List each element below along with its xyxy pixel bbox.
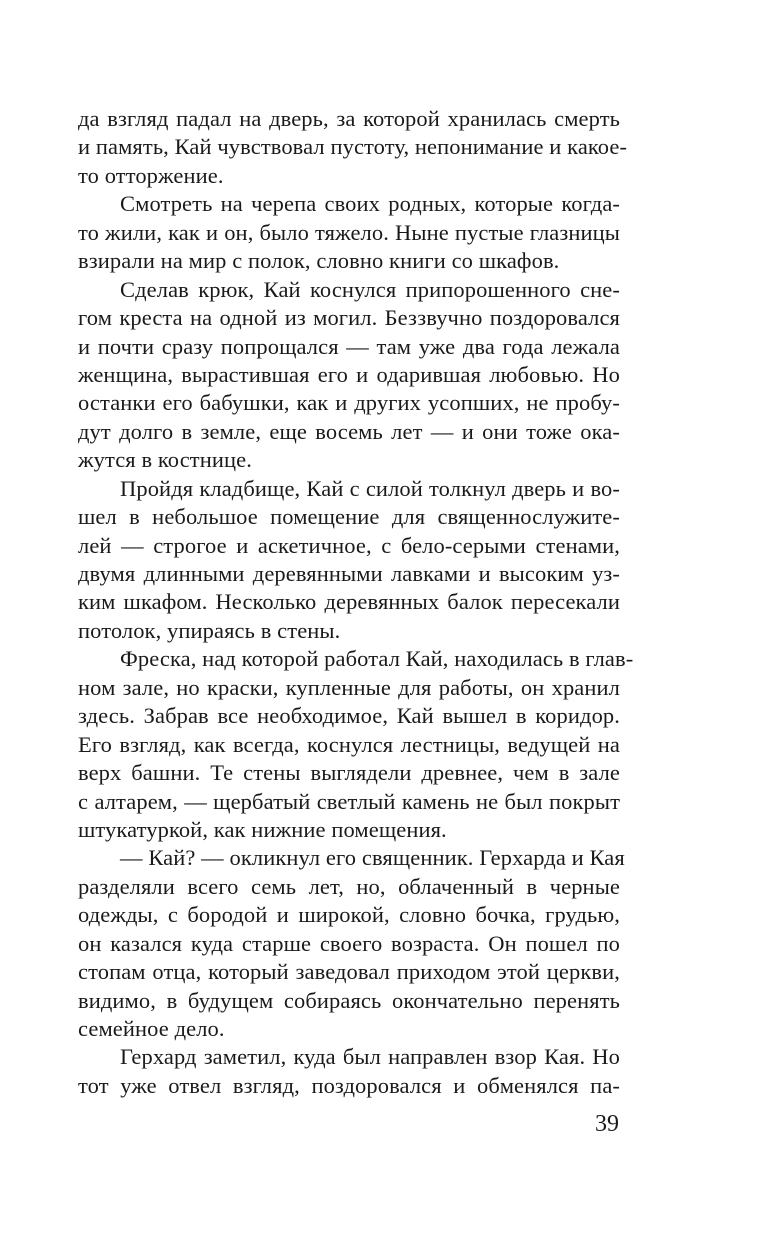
text-line: дут долго в земле, еще восемь лет — и они тоже ока- xyxy=(78,418,620,444)
page-text xyxy=(78,105,634,1100)
text-line: двумя длинными деревянными лавками и высоким уз- xyxy=(78,561,620,586)
paragraph xyxy=(78,475,620,646)
text-line: Его взгляд, как всегда, коснулся лестницы, ведущей на xyxy=(78,731,620,757)
text-line: гом креста на одной из могил. Беззвучно поздоровался xyxy=(78,305,620,331)
text-line: он казался куда старше своего возраста. Он пошел по xyxy=(78,930,620,956)
paragraph xyxy=(78,844,625,1043)
text-line: с алтарем, — щербатый светлый камень не был покрыт xyxy=(78,788,620,814)
paragraph xyxy=(78,1043,620,1100)
text-line: потолок, упираясь в стены. xyxy=(78,617,341,643)
text-line: Герхард заметил, куда был направлен взор Кая. Но xyxy=(120,1044,620,1070)
text-line: Сделав крюк, Кай коснулся припорошенного сне- xyxy=(120,276,620,302)
paragraph xyxy=(78,190,620,275)
text-line: да взгляд падал на дверь, за которой хранилась смерть xyxy=(78,106,620,131)
text-line: Фреска, над которой работал Кай, находилась в глав- xyxy=(120,646,634,672)
text-line: жутся в костнице. xyxy=(78,447,252,473)
text-line: Смотреть на черепа своих родных, которые когда- xyxy=(120,191,620,217)
page-number: 39 xyxy=(595,1111,619,1137)
text-line: видимо, в будущем собираясь окончательно перенять xyxy=(78,987,620,1013)
text-line: стопам отца, который заведовал приходом этой церкви, xyxy=(78,959,620,985)
text-line: то жили, как и он, было тяжело. Ныне пустые глазницы xyxy=(78,219,620,245)
text-line: ном зале, но краски, купленные для работы, он хранил xyxy=(78,674,620,700)
text-line: разделяли всего семь лет, но, облаченный в черные xyxy=(78,873,620,899)
text-line: шел в небольшое помещение для священнослужите- xyxy=(78,504,620,530)
text-line: взирали на мир с полок, словно книги со шкафов. xyxy=(78,248,560,274)
text-line: лей — строгое и аскетичное, с бело-серыми стенами, xyxy=(78,532,620,558)
text-line: Пройдя кладбище, Кай с силой толкнул дверь и во- xyxy=(120,475,620,501)
paragraph xyxy=(78,105,628,190)
text-line: останки его бабушки, как и других усопших, не пробу- xyxy=(78,390,620,416)
text-line: штукатуркой, как нижние помещения. xyxy=(78,816,447,842)
text-line: верх башни. Те стены выглядели древнее, чем в зале xyxy=(78,760,620,786)
text-line: одежды, с бородой и широкой, словно бочка, грудью, xyxy=(78,902,620,928)
text-line: здесь. Забрав все необходимое, Кай вышел в коридор. xyxy=(78,703,620,729)
text-line: женщина, вырастившая его и одарившая любовью. Но xyxy=(78,361,620,387)
text-line: и почти сразу попрощался — там уже два года лежала xyxy=(78,333,620,359)
text-line: — Кай? — окликнул его священник. Герхарда и Кая xyxy=(120,845,625,871)
text-line: ким шкафом. Несколько деревянных балок пересекали xyxy=(78,589,620,615)
paragraph xyxy=(78,645,634,844)
text-line: семейное дело. xyxy=(78,1016,225,1041)
paragraph xyxy=(78,276,620,475)
text-line: тот уже отвел взгляд, поздоровался и обменялся па- xyxy=(78,1072,620,1098)
text-line: то отторжение. xyxy=(78,162,224,188)
text-line: и память, Кай чувствовал пустоту, непонимание и какое- xyxy=(78,134,628,160)
